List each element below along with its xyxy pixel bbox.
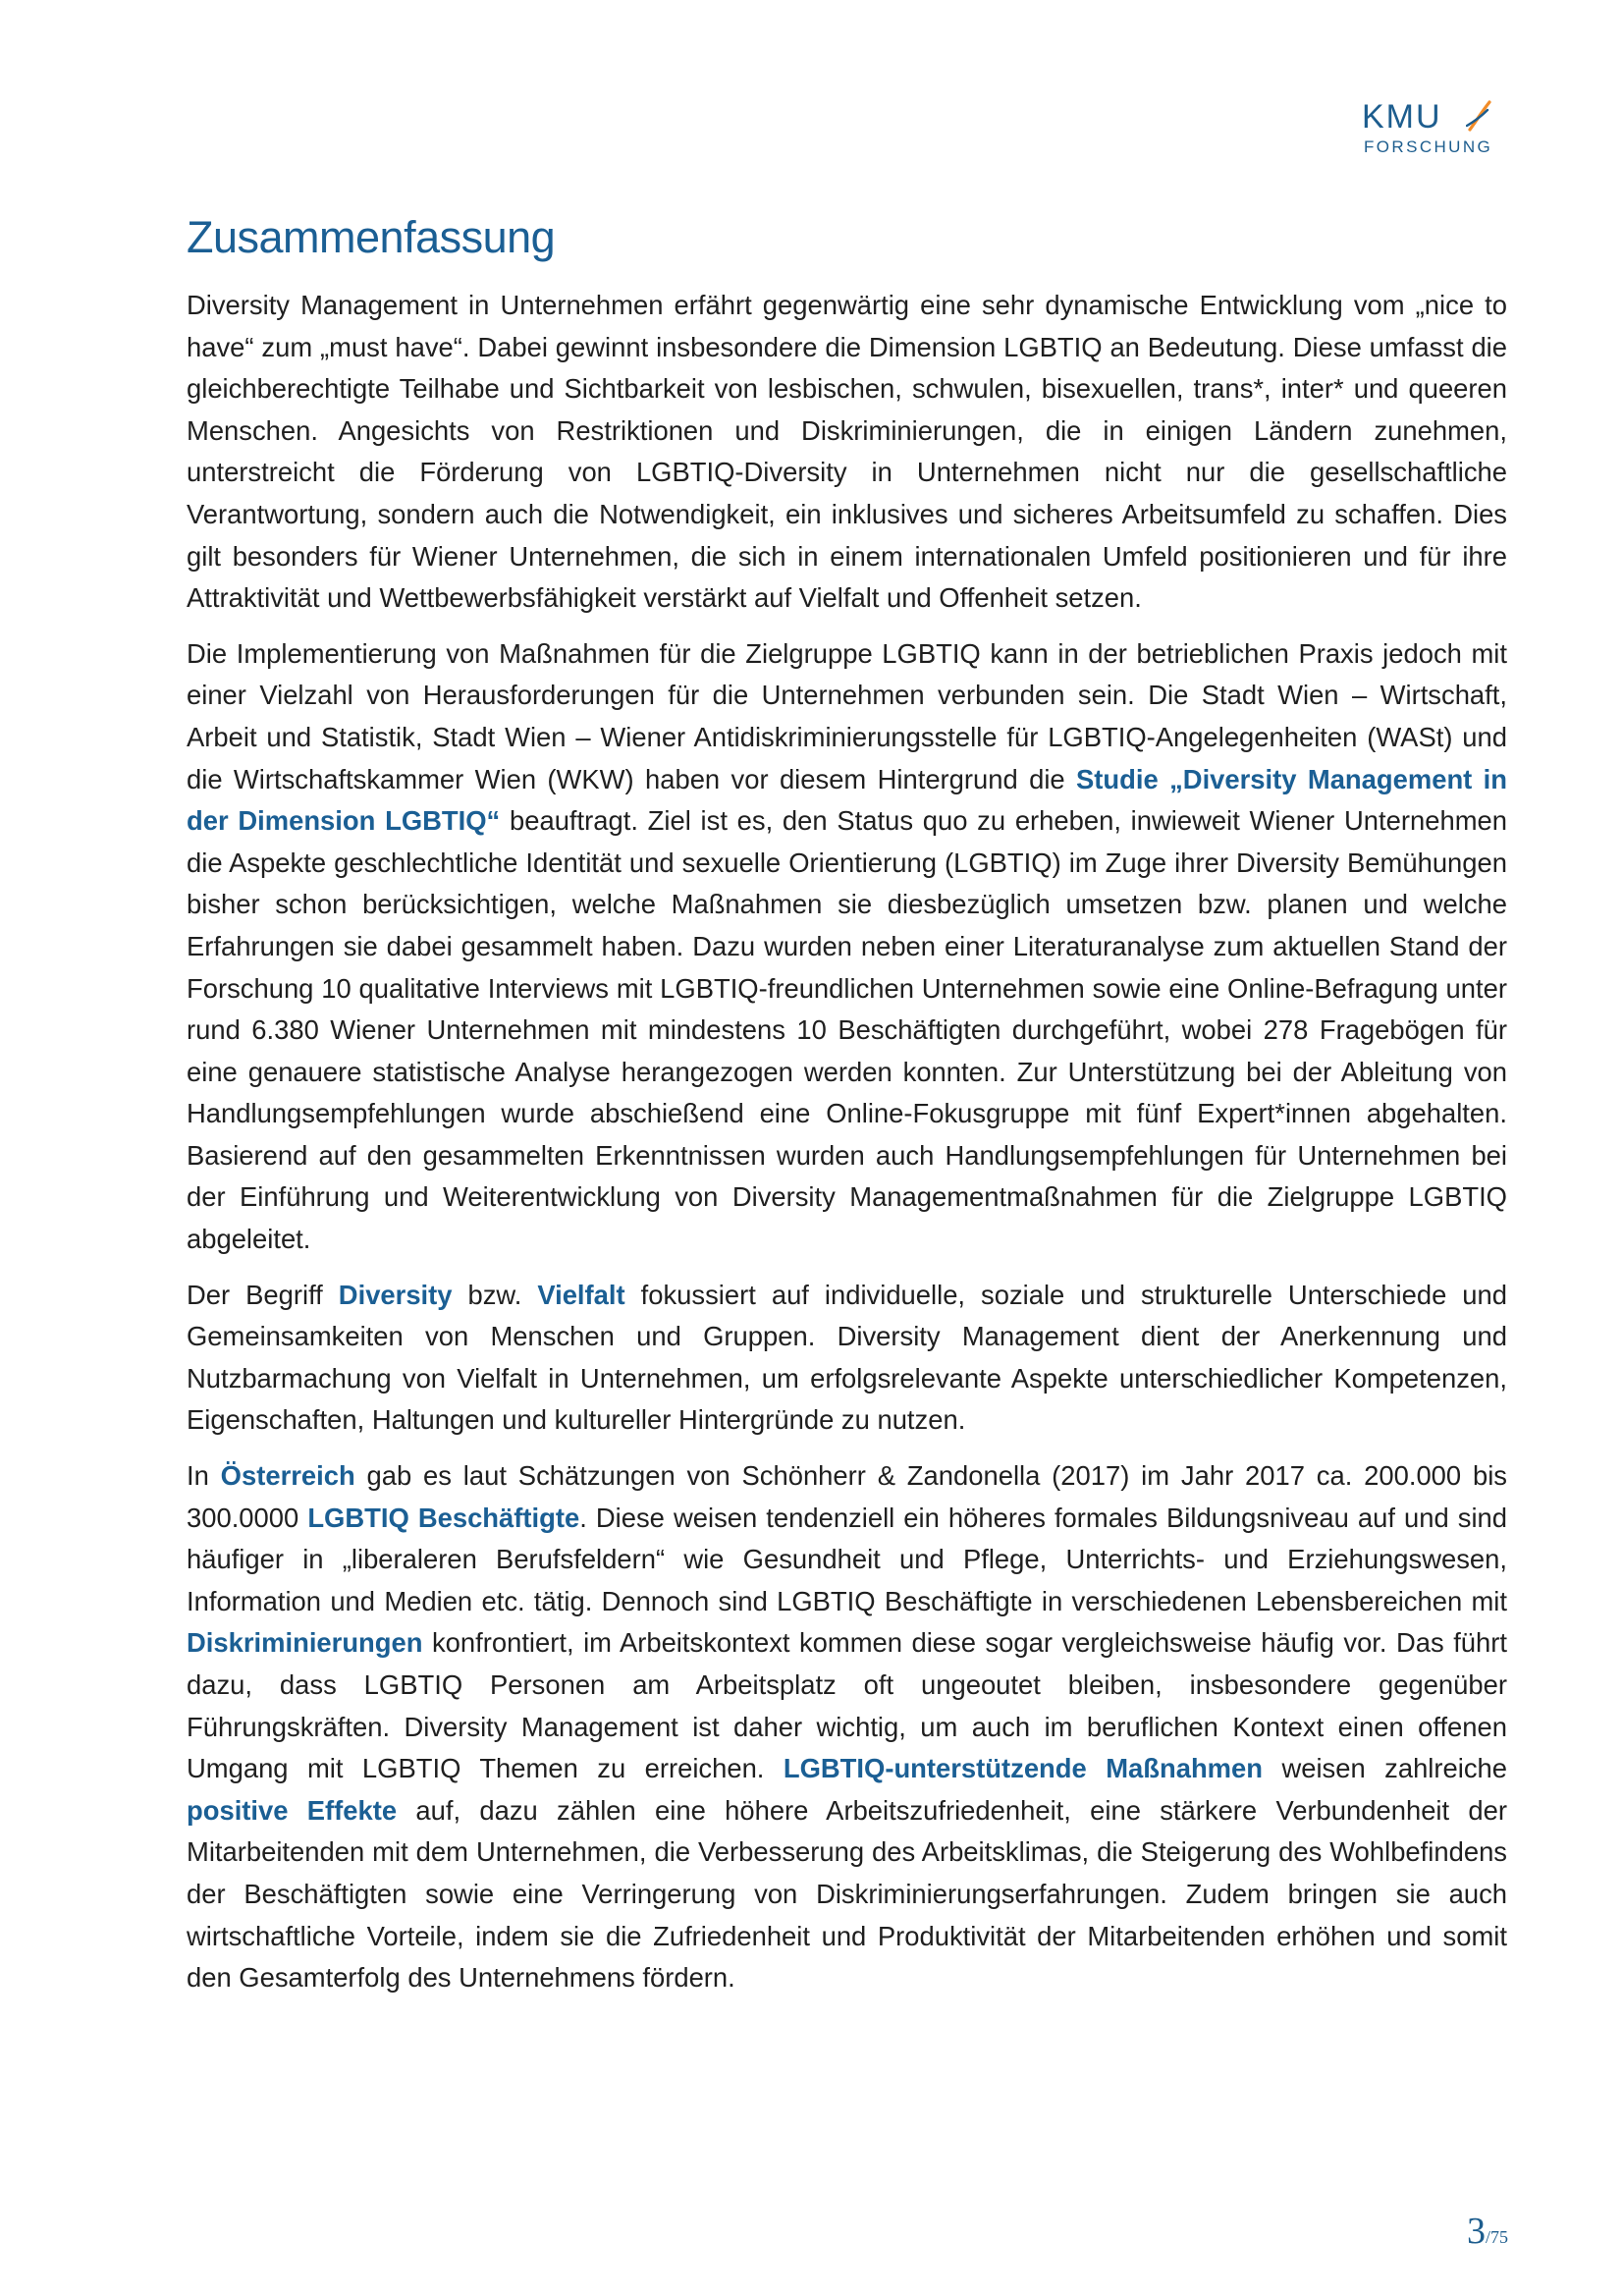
summary-body xyxy=(187,285,1507,2013)
highlighted-term: LGBTIQ Beschäftigte xyxy=(307,1502,580,1533)
page-separator: / xyxy=(1485,2227,1490,2247)
text-run: In xyxy=(187,1460,221,1492)
highlighted-term: Diskriminierungen xyxy=(187,1627,423,1659)
text-run: gab es laut Schätzungen von Schönherr & Zandonella (2017) im Jahr 2017 ca. 200.000 bis 300.0000 xyxy=(187,1460,1507,1533)
highlighted-term: positive Effekte xyxy=(187,1794,398,1826)
highlighted-term: Diversity xyxy=(338,1279,453,1310)
text-run: Die Implementierung von Maßnahmen für die Zielgruppe LGBTIQ kann in der betrieblichen Praxis jedoch mit einer Vielzahl von Herausforderungen für die Unternehmen verbunden sein. Die Stadt Wien – Wirtschaft, Arbeit und Statistik, Stadt Wien – Wiener Antidiskriminierungsstelle für LGBTIQ-Angelegenheiten (WASt) und die Wirtschaftskammer Wien (WKW) haben vor diesem Hintergrund die xyxy=(187,637,1507,794)
text-run: auf, dazu zählen eine höhere Arbeitszufriedenheit, eine stärkere Verbundenheit der Mitarbeitenden mit dem Unternehmen, die Verbesserung des Arbeitsklimas, die Steigerung des Wohlbefindens der Beschäftigten sowie eine Verringerung von Diskriminierungserfahrungen. Zudem bringen sie auch wirtschaftliche Vorteile, indem sie die Zufriedenheit und Produktivität der Mitarbeitenden erhöhen und somit den Gesamterfolg des Unternehmens fördern. xyxy=(187,1794,1507,1994)
logo-text-kmu: KMU xyxy=(1362,98,1442,136)
paragraph xyxy=(187,1275,1507,1442)
page-title: Zusammenfassung xyxy=(187,212,556,262)
kmu-forschung-logo xyxy=(1356,98,1493,169)
text-run: Der Begriff xyxy=(187,1279,339,1310)
paragraph xyxy=(187,285,1507,620)
highlighted-term: Österreich xyxy=(220,1460,355,1492)
swoosh-icon xyxy=(1466,100,1491,134)
text-run: . Diese weisen tendenziell ein höheres formales Bildungsniveau auf und sind häufiger in „liberaleren Berufsfeldern“ wie Gesundheit und Pflege, Unterrichts- und Erziehungswesen, Information und Medien etc. tätig. Dennoch sind LGBTIQ Beschäftigte in verschiedenen Lebensbereichen mit xyxy=(187,1502,1507,1616)
logo-text-forschung: FORSCHUNG xyxy=(1364,137,1493,156)
text-run: fokussiert auf individuelle, soziale und strukturelle Unterschiede und Gemeinsamkeiten von Menschen und Gruppen. Diversity Management dient der Anerkennung und Nutzbarmachung von Vielfalt in Unternehmen, um erfolgsrelevante Aspekte unterschiedlicher Kompetenzen, Eigenschaften, Haltungen und kultureller Hintergründe zu nutzen. xyxy=(187,1279,1508,1436)
text-run: beauftragt. Ziel ist es, den Status quo zu erheben, inwieweit Wiener Unternehmen die Aspekte geschlechtliche Identität und sexuelle Orientierung (LGBTIQ) im Zuge ihrer Diversity Bemühungen bisher schon berücksichtigen, welche Maßnahmen sie diesbezüglich umsetzen bzw. planen und welche Erfahrungen sie dabei gesammelt haben. Dazu wurden neben einer Literaturanalyse zum aktuellen Stand der Forschung 10 qualitative Interviews mit LGBTIQ-freundlichen Unternehmen sowie eine Online-Befragung unter rund 6.380 Wiener Unternehmen mit mindestens 10 Beschäftigten durchgeführt, wobei 278 Fragebögen für eine genauere statistische Analyse herangezogen werden konnten. Zur Unterstützung bei der Ableitung von Handlungsempfehlungen wurde abschießend eine Online-Fokusgruppe mit fünf Expert*innen abgehalten. Basierend auf den gesammelten Erkenntnissen wurden auch Handlungsempfehlungen für Unternehmen bei der Einführung und Weiterentwicklung von Diversity Managementmaßnahmen für die Zielgruppe LGBTIQ abgeleitet. xyxy=(187,805,1507,1255)
highlighted-term: LGBTIQ-unterstützende Maßnahmen xyxy=(783,1753,1263,1784)
page-number xyxy=(1467,2210,1508,2253)
highlighted-term: Vielfalt xyxy=(537,1279,625,1310)
text-run: bzw. xyxy=(452,1279,538,1310)
highlighted-term: Studie „Diversity Management in der Dimension LGBTIQ“ xyxy=(187,763,1507,837)
paragraph xyxy=(187,1455,1507,1999)
text-run: weisen zahlreiche xyxy=(1263,1753,1507,1784)
text-run: Diversity Management in Unternehmen erfährt gegenwärtig eine sehr dynamische Entwicklung vom „nice to have“ zum „must have“. Dabei gewinnt insbesondere die Dimension LGBTIQ an Bedeutung. Diese umfasst die gleichberechtigte Teilhabe und Sichtbarkeit von lesbischen, schwulen, bisexuellen, trans*, inter* und queeren Menschen. Angesichts von Restriktionen und Diskriminierungen, die in einigen Ländern zunehmen, unterstreicht die Förderung von LGBTIQ-Diversity in Unternehmen nicht nur die gesellschaftliche Verantwortung, sondern auch die Notwendigkeit, ein inklusives und sicheres Arbeitsumfeld zu schaffen. Dies gilt besonders für Wiener Unternehmen, die sich in einem internationalen Umfeld positionieren und für ihre Attraktivität und Wettbewerbsfähigkeit verstärkt auf Vielfalt und Offenheit setzen. xyxy=(187,290,1507,614)
paragraph xyxy=(187,633,1507,1261)
page-total: 75 xyxy=(1490,2227,1508,2247)
text-run: konfrontiert, im Arbeitskontext kommen diese sogar vergleichsweise häufig vor. Das führt dazu, dass LGBTIQ Personen am Arbeitsplatz oft ungeoutet bleiben, insbesondere gegenüber Führungskräften. Diversity Management ist daher wichtig, um auch im beruflichen Kontext einen offenen Umgang mit LGBTIQ Themen zu erreichen. xyxy=(187,1627,1507,1784)
page-current: 3 xyxy=(1466,2211,1486,2252)
